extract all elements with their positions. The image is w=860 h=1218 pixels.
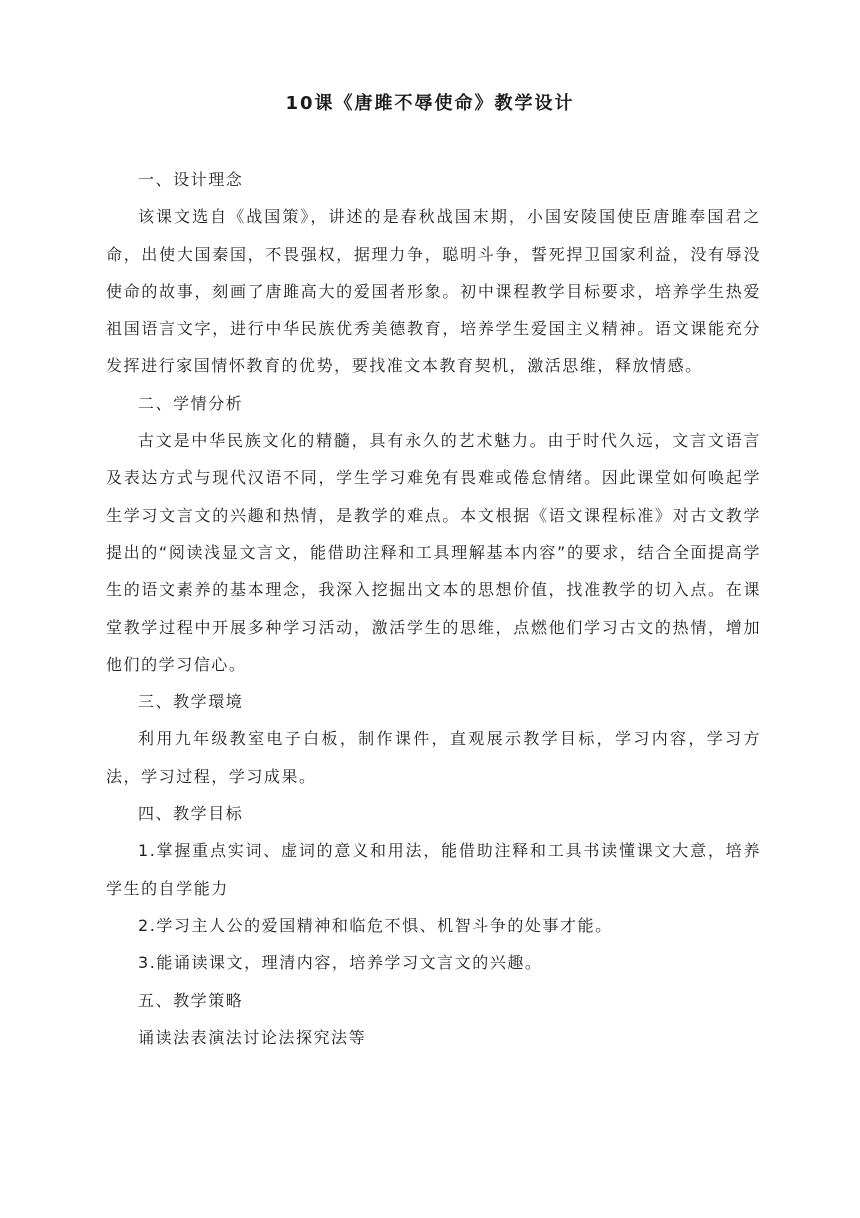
document-title: 10课《唐雎不辱使命》教学设计 [285,93,575,114]
section-heading-teaching-strategy: 五、教学策略 [138,990,244,1010]
section-heading-design-concept: 一、设计理念 [138,170,244,189]
document-body [106,161,761,1056]
teaching-environment-paragraph: 利用九年级教室电子白板，制作课件，直观展示教学目标，学习内容，学习方法，学习过程，学习成果。 [106,729,761,786]
teaching-goal-item: 2.学习主人公的爱国精神和临危不惧、机智斗争的处事才能。 [138,915,613,935]
design-concept-paragraph: 该课文选自《战国策》，讲述的是春秋战国末期，小国安陵国使臣唐雎奉国君之命，出使大国秦国，不畏强权，据理力争，聪明斗争，誓死捍卫国家利益，没有辱没使命的故事，刻画了唐雎高大的爱国者形象。初中课程教学目标要求，培养学生热爱祖国语言文字，进行中华民族优秀美德教育，培养学生爱国主义精神。语文课能充分发挥进行家国情怀教育的优势，要找准文本教育契机，激活思维，释放情感。 [106,207,761,376]
section-heading-teaching-goals: 四、教学目标 [138,804,244,824]
section-heading-learner-analysis: 二、学情分析 [138,393,244,413]
teaching-goal-item: 1.掌握重点实词、虚词的意义和用法，能借助注释和工具书读懂课文大意，培养学生的自学能力 [106,841,761,898]
learner-analysis-paragraph: 古文是中华民族文化的精髓，具有永久的艺术魅力。由于时代久远，文言文语言及表达方式与现代汉语不同，学生学习难免有畏难或倦怠情绪。因此课堂如何唤起学生学习文言文的兴趣和热情，是教学的难点。本文根据《语文课程标准》对古文教学提出的“阅读浅显文言文，能借助注释和工具理解基本内容”的要求，结合全面提高学生的语文素养的基本理念，我深入挖掘出文本的思想价值，找准教学的切入点。在课堂教学过程中开展多种学习活动，激活学生的思维，点燃他们学习古文的热情，增加他们的学习信心。 [106,431,761,674]
teaching-strategy-paragraph: 诵读法表演法讨论法探究法等 [138,1027,367,1047]
section-heading-teaching-environment: 三、教学環境 [138,692,244,712]
teaching-goal-item: 3.能诵读课文，理清内容，培养学习文言文的兴趣。 [138,953,543,973]
